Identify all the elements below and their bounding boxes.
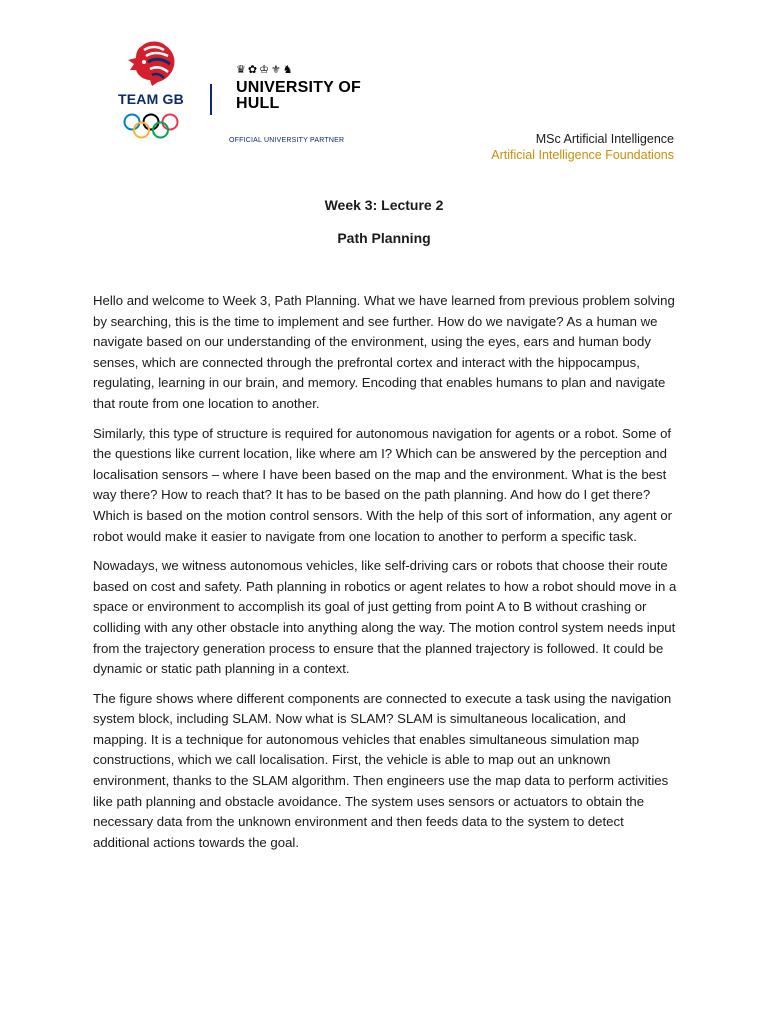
lecture-body	[93, 291, 677, 862]
course-info	[491, 131, 674, 163]
paragraph: Similarly, this type of structure is required for autonomous navigation for agents or a robot. Some of the questions like current location, like where am I? Which can be answered by the perception and localisation sensors – where I have been based on the map and the environment. What is the best way there? How to reach that? It has to be based on the path planning. And how do I get there? Which is based on the motion control sensors. With the help of this sort of information, any agent or robot would make it easier to navigate from one location to another to perform a specific task.	[93, 425, 673, 544]
programme-name: MSc Artificial Intelligence	[535, 132, 674, 146]
page-header	[0, 0, 768, 180]
partner-text: OFFICIAL UNIVERSITY PARTNER	[229, 137, 345, 144]
lecture-titles	[0, 196, 768, 247]
lecture-week-title: Week 3: Lecture 2	[324, 197, 444, 213]
university-name: UNIVERSITY OF HULL	[236, 79, 361, 112]
university-of-hull-logo	[236, 64, 366, 112]
paragraph: Nowadays, we witness autonomous vehicles, like self-driving cars or robots that choose their route based on cost and safety. Path planning in robotics or agent relates to how a robot should move in a space or environment to accomplish its goal of just getting from point A to B without crashing or colliding with any other obstacle into anything along the way. The motion control system needs input from the trajectory generation process to ensure that the planned trajectory is followed. It could be dynamic or static path planning in a context.	[93, 558, 677, 677]
olympic-rings-icon	[122, 112, 182, 142]
lion-head-icon	[122, 40, 180, 88]
team-gb-logo	[112, 40, 192, 144]
lecture-topic-title: Path Planning	[337, 230, 431, 246]
crest-icons: ♛✿♔⚜♞	[236, 64, 295, 76]
team-gb-label: TEAM GB	[118, 91, 184, 107]
module-name: Artificial Intelligence Foundations	[491, 148, 674, 162]
logo-divider	[210, 84, 212, 115]
paragraph: The figure shows where different components are connected to execute a task using the navigation system block, including SLAM. Now what is SLAM? SLAM is simultaneous localication, and mapping. It is a technique for autonomous vehicles that enables simultaneous simulation map constructions, which we call localisation. First, the vehicle is able to map out an unknown environment, thanks to the SLAM algorithm. Then engineers use the map data to perform activities like path planning and obstacle avoidance. The system uses sensors or actuators to obtain the necessary data from the unknown environment and then feeds data to the system to detect additional actions towards the goal.	[93, 690, 672, 850]
paragraph: Hello and welcome to Week 3, Path Planning. What we have learned from previous problem solving by searching, this is the time to implement and see further. How do we navigate? As a human we navigate based on our understanding of the environment, using the eyes, ears and human body senses, which are connected through the prefrontal cortex and interact with the hippocampus, regulating, learning in our brain, and memory. Encoding that enables humans to plan and navigate that route from one location to another.	[93, 293, 675, 411]
